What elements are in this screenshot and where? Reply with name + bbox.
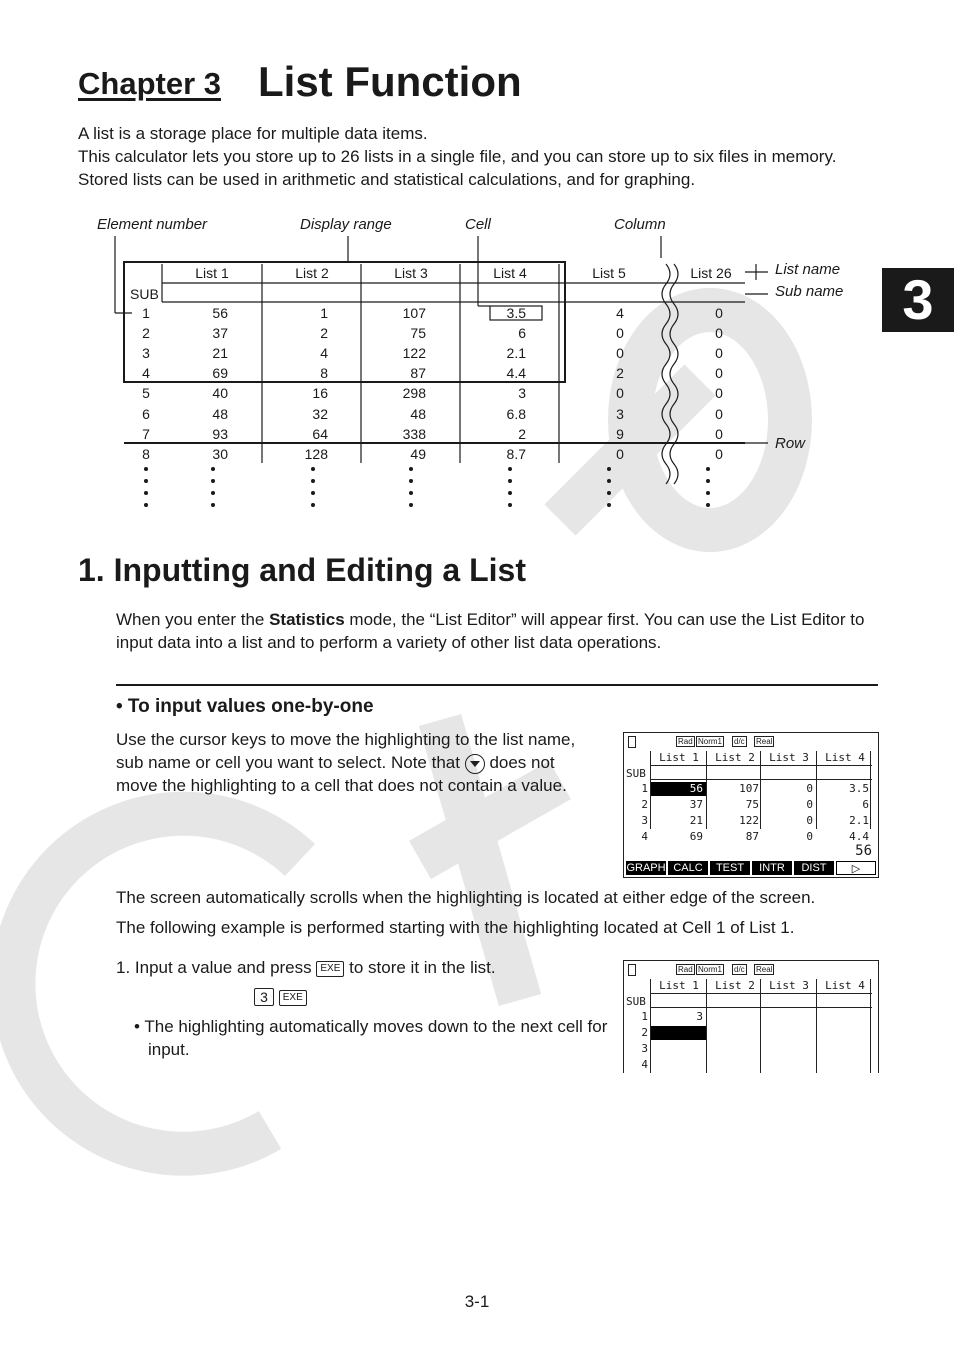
grid-line — [650, 1007, 872, 1008]
section-intro-post: mode, the “List Editor” will appear first. You can use the List Editor to input data into a list and to perform a variety of other list data operations. — [116, 610, 865, 652]
diagram-element-number: 1 — [142, 305, 150, 321]
screen-list-header: List 1 — [659, 979, 699, 992]
screen-cell: 4.4 — [849, 830, 869, 843]
diagram-cell: 4 — [616, 305, 624, 321]
screen-cell: 56 — [651, 782, 706, 796]
diagram-list-header: List 4 — [493, 265, 527, 281]
status-indicator: Norm1 — [698, 737, 723, 746]
callout-sub-name: Sub name — [775, 283, 844, 300]
screen-cell: 69 — [689, 830, 703, 843]
diagram-cell: 8.7 — [506, 446, 526, 462]
exe-key-icon: EXE — [279, 990, 307, 1006]
section-title: 1. Inputting and Editing a List — [78, 552, 526, 588]
diagram-cell: 48 — [212, 406, 228, 422]
diagram-cell: 56 — [212, 305, 228, 321]
screen-cell: 37 — [689, 798, 703, 811]
diagram-list-header: List 3 — [394, 265, 428, 281]
status-indicator: Rad — [678, 965, 693, 974]
function-menu-item[interactable]: GRAPH — [626, 862, 666, 874]
battery-icon — [628, 964, 636, 976]
screen-row-number: 2 — [641, 1026, 648, 1039]
screen-cell — [761, 1010, 816, 1024]
diagram-cell: 64 — [312, 426, 328, 442]
continuation-dots — [144, 467, 710, 507]
screen-sub-label: SUB — [626, 767, 646, 780]
screen-cell — [761, 1058, 816, 1072]
function-menu-item[interactable]: DIST — [794, 861, 834, 875]
screen-cell — [707, 1058, 762, 1072]
screen-cell: 0 — [806, 798, 813, 811]
status-indicator: Rad — [678, 737, 693, 746]
subsection-para-3: The following example is performed starting with the highlighting located at Cell 1 of List 1. — [116, 918, 795, 937]
callout-element-number: Element number — [97, 216, 208, 233]
screen-cell: 107 — [739, 782, 759, 795]
screen-cell — [651, 1042, 706, 1056]
diagram-cell: 0 — [715, 325, 723, 341]
screen-cell — [817, 1026, 872, 1040]
screen-list-header: List 4 — [825, 751, 865, 764]
screen-list-header: List 3 — [769, 751, 809, 764]
diagram-cell: 49 — [410, 446, 426, 462]
step1-post: to store it in the list. — [349, 958, 496, 977]
diagram-cell: 107 — [402, 305, 426, 321]
battery-icon — [628, 736, 636, 748]
diagram-element-number: 5 — [142, 385, 150, 401]
step1-pre: 1. Input a value and press — [116, 958, 312, 977]
screen-row-number: 4 — [641, 1058, 648, 1071]
diagram-cell: 37 — [212, 325, 228, 341]
diagram-list-header: List 26 — [690, 265, 732, 281]
screen-cell: 122 — [739, 814, 759, 827]
diagram-cell: 40 — [212, 385, 228, 401]
diagram-cell: 93 — [212, 426, 228, 442]
diagram-cell: 338 — [402, 426, 426, 442]
screen-cell — [707, 1042, 762, 1056]
screen-row-number: 3 — [641, 1042, 648, 1055]
diagram-cell: 0 — [715, 385, 723, 401]
calculator-screen-1 — [623, 732, 879, 878]
diagram-cell: 32 — [312, 406, 328, 422]
screen-cell: 3 — [696, 1010, 703, 1023]
diagram-list-header: List 5 — [592, 265, 626, 281]
diagram-cell: 30 — [212, 446, 228, 462]
screen-cell — [817, 1058, 872, 1072]
section-intro-pre: When you enter the — [116, 610, 270, 629]
screen-list-header: List 4 — [825, 979, 865, 992]
diagram-cell: 6 — [518, 325, 526, 341]
screen-cell — [761, 1026, 816, 1040]
screen-cell: 87 — [745, 830, 759, 843]
diagram-cell: 2 — [518, 426, 526, 442]
diagram-cell: 69 — [212, 365, 228, 381]
screen-list-header: List 2 — [715, 751, 755, 764]
status-indicator: Real — [756, 737, 773, 746]
screen-cell — [707, 1026, 762, 1040]
section-divider — [116, 684, 878, 686]
screen-list-header: List 3 — [769, 979, 809, 992]
diagram-element-number: 7 — [142, 426, 150, 442]
diagram-element-number: 8 — [142, 446, 150, 462]
screen-list-header: List 1 — [659, 751, 699, 764]
screen-cell: 75 — [745, 798, 759, 811]
diagram-cell: 6.8 — [506, 406, 526, 422]
intro-line-2: This calculator lets you store up to 26 lists in a single file, and you can store up to six files in memory. Stored lists can be used in arithmetic and statistical calculations, and for graphing. — [78, 147, 837, 189]
chapter-tab: 3 — [882, 268, 954, 332]
screen-cell — [817, 1042, 872, 1056]
diagram-sub-label: SUB — [130, 286, 159, 302]
screen-row-number: 4 — [641, 830, 648, 843]
screen-row-number: 3 — [641, 814, 648, 827]
screen-cell — [761, 1042, 816, 1056]
function-menu-item[interactable]: CALC — [668, 861, 708, 875]
diagram-cell: 2 — [320, 325, 328, 341]
screen-cell — [651, 1058, 706, 1072]
callout-cell: Cell — [465, 216, 491, 233]
diagram-cell: 3.5 — [506, 305, 526, 321]
screen-cell: 3.5 — [849, 782, 869, 795]
diagram-cell: 1 — [320, 305, 328, 321]
subsection-para-2: The screen automatically scrolls when the highlighting is located at either edge of the screen. — [116, 888, 816, 907]
status-indicator: d/c — [734, 965, 745, 974]
diagram-cell: 0 — [715, 446, 723, 462]
page-number: 3-1 — [464, 1292, 490, 1311]
status-indicator: Real — [756, 965, 773, 974]
diagram-cell: 87 — [410, 365, 426, 381]
step-1-bullet: • The highlighting automatically moves down to the next cell for input. — [134, 1017, 608, 1059]
screen-cell: 21 — [689, 814, 703, 827]
status-indicator: Norm1 — [698, 965, 723, 974]
diagram-cell: 48 — [410, 406, 426, 422]
step-1-keys — [254, 985, 307, 1008]
diagram-cell: 75 — [410, 325, 426, 341]
diagram-element-number: 3 — [142, 345, 150, 361]
screen-row-number: 2 — [641, 798, 648, 811]
diagram-cell: 0 — [715, 426, 723, 442]
diagram-cell: 2 — [616, 365, 624, 381]
diagram-cell: 4.4 — [506, 365, 526, 381]
chapter-title: List Function — [258, 58, 522, 105]
subsection-para-1 — [116, 728, 576, 797]
diagram-cell: 0 — [616, 345, 624, 361]
function-menu-item[interactable]: TEST — [710, 861, 750, 875]
diagram-cell: 128 — [304, 446, 328, 462]
diagram-cell: 0 — [616, 325, 624, 341]
screen-cell: 0 — [806, 814, 813, 827]
diagram-cell: 16 — [312, 385, 328, 401]
chapter-label: Chapter 3 — [78, 66, 221, 101]
subsection-title: • To input values one-by-one — [116, 696, 374, 717]
diagram-list-header: List 2 — [295, 265, 329, 281]
grid-line — [650, 993, 872, 994]
diagram-cell: 0 — [715, 345, 723, 361]
diagram-cell: 122 — [402, 345, 426, 361]
diagram-cell: 4 — [320, 345, 328, 361]
screen-row-number: 1 — [641, 782, 648, 795]
section-intro-bold: Statistics — [269, 610, 345, 629]
diagram-cell: 3 — [616, 406, 624, 422]
status-indicator: d/c — [734, 737, 745, 746]
diagram-cell: 8 — [320, 365, 328, 381]
screen-cell — [817, 1010, 872, 1024]
diagram-element-number: 2 — [142, 325, 150, 341]
diagram-cell: 0 — [715, 406, 723, 422]
diagram-cell: 0 — [715, 305, 723, 321]
step-1 — [116, 956, 596, 979]
diagram-cell: 0 — [715, 365, 723, 381]
screen-list-header: List 2 — [715, 979, 755, 992]
intro-line-1: A list is a storage place for multiple data items. — [78, 124, 428, 143]
screen-cell: 0 — [806, 830, 813, 843]
diagram-cell: 0 — [616, 446, 624, 462]
callout-display-range: Display range — [300, 216, 392, 233]
screen-cell — [707, 1010, 762, 1024]
screen-cell — [651, 1026, 706, 1040]
screen-row-number: 1 — [641, 1010, 648, 1023]
exe-key-icon: EXE — [316, 961, 344, 977]
screen-entry-value: 56 — [855, 843, 872, 859]
grid-line — [650, 779, 872, 780]
function-menu-item[interactable]: INTR — [752, 861, 792, 875]
screen-cell: 0 — [806, 782, 813, 795]
diagram-list-header: List 1 — [195, 265, 229, 281]
screen-sub-label: SUB — [626, 995, 646, 1008]
para1-pre: Use the cursor keys to move the highlighting to the list name, sub name or cell you want to select. Note that — [116, 730, 576, 772]
section-intro — [116, 608, 876, 654]
callout-column: Column — [614, 216, 666, 233]
diagram-cell: 9 — [616, 426, 624, 442]
diagram-cell: 21 — [212, 345, 228, 361]
callout-list-name: List name — [775, 261, 841, 278]
calculator-screen-2 — [623, 960, 879, 1073]
diagram-cell: 298 — [402, 385, 426, 401]
para1-post: does not move the highlighting to a cell that does not contain a value. — [116, 753, 567, 795]
callout-row: Row — [775, 435, 806, 452]
cursor-down-key-icon — [465, 754, 485, 774]
diagram-element-number: 4 — [142, 365, 150, 381]
diagram-element-number: 6 — [142, 406, 150, 422]
function-menu-item[interactable]: ▷ — [836, 861, 876, 875]
diagram-cell: 0 — [616, 385, 624, 401]
screen-cell: 6 — [862, 798, 869, 811]
grid-line — [650, 765, 872, 766]
digit-3-key-icon: 3 — [254, 988, 274, 1006]
diagram-cell: 3 — [518, 385, 526, 401]
screen-cell: 2.1 — [849, 814, 869, 827]
diagram-cell: 2.1 — [506, 345, 526, 361]
